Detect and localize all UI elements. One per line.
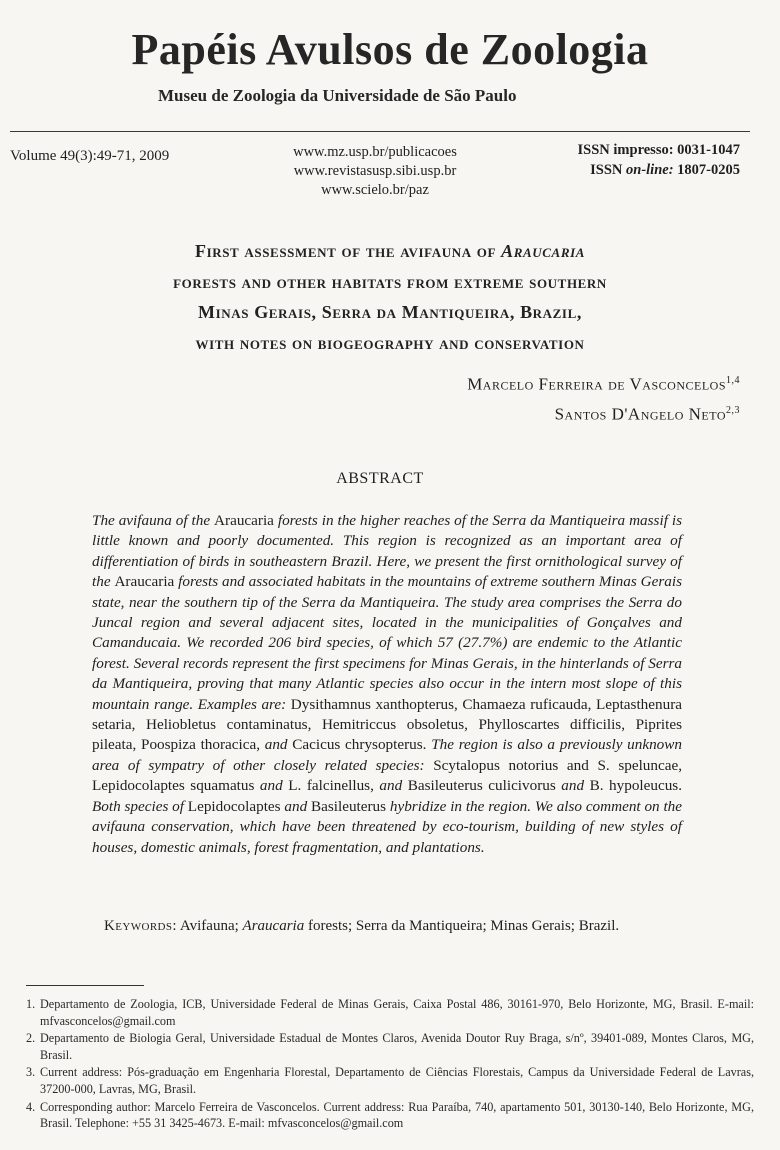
footnote [26, 1099, 754, 1132]
author-2 [467, 398, 740, 428]
abstract-segment: Araucaria [114, 573, 175, 591]
abstract-body [92, 511, 682, 858]
abstract-segment: Lepidocolaptes [187, 797, 281, 815]
footnote-text: Corresponding author: Marcelo Ferreira de Vasconcelos. Current address: Rua Paraíba, 740, apartamento 501, 30130-140, Belo Horizonte, MG, Brasil. Telephone: +55 31 3425-4673. E-mail: mfvasconcelos@gmail.com [40, 1099, 754, 1131]
footnote [26, 1030, 754, 1063]
abstract-segment: hybridize in the region. We also comment on the avifauna conservation, which have been threatened by eco-tourism, building of new styles of houses, domestic animals, forest fragmentation, and plantations. [92, 797, 683, 856]
abstract-segment: L. falcinellus, [288, 777, 374, 795]
paper-title [60, 236, 720, 358]
abstract-segment: and [555, 777, 590, 795]
keywords-label: Keywords: [104, 918, 177, 934]
abstract-segment: Both species of [92, 797, 188, 815]
paper-title-line-2: forests and other habitats from extreme southern [173, 271, 607, 292]
footnote-number: 3. [26, 1065, 36, 1080]
issn-print: ISSN impresso: 0031-1047 [577, 142, 740, 158]
keywords [104, 918, 704, 935]
keywords-post: forests; Serra da Mantiqueira; Minas Gerais; Brazil. [304, 918, 620, 934]
paper-title-line-3: Minas Gerais, Serra da Mantiqueira, Brazil, [198, 302, 582, 322]
journal-subtitle: Museu de Zoologia da Universidade de São Paulo [158, 86, 517, 105]
author-1 [467, 368, 740, 398]
footnote-text: Current address: Pós-graduação em Engenharia Florestal, Departamento de Ciências Florestais, Campus da Universidade Federal de Lavras, 37200-000, Lavras, MG, Brasil. [40, 1065, 754, 1096]
abstract-segment: forests and associated habitats in the mountains of extreme southern Minas Gerais state, near the southern tip of the Serra da Mantiqueira. The study area comprises the Serra do Juncal region and several adjacent sites, located in the municipalities of Gonçalves and Camanducaia. We recorded 206 bird species, of which 57 (27.7%) are endemic to the Atlantic forest. Several records represent the first specimens for Minas Gerais, in the hinterlands of Serra da Mantiqueira, proving that many Atlantic species also occur in the intern most slope of this mountain range. Examples are: [92, 573, 682, 713]
header-rule [10, 131, 750, 132]
footnote-rule [26, 985, 144, 986]
url-revistasusp[interactable]: www.revistasusp.sibi.usp.br [293, 163, 457, 179]
abstract-segment: Basileuterus culicivorus [407, 777, 556, 795]
footnote [26, 996, 754, 1029]
issn-online-number: 1807-0205 [673, 162, 740, 178]
abstract-segment: and [254, 777, 289, 795]
journal-urls [260, 143, 490, 200]
abstract-segment: and [260, 736, 293, 754]
abstract-segment: forests in the higher reaches of the Serra da Mantiqueira massif is little known and poorly documented. This region is recognized as an important area of differentiation of birds in southeastern Brazil. Here, we present the first ornithological survey of the [92, 512, 682, 591]
footnote-text: Departamento de Zoologia, ICB, Universidade Federal de Minas Gerais, Caixa Postal 486, 30161-970, Belo Horizonte, MG, Brasil. E-mail: mfvasconcelos@gmail.com [40, 997, 754, 1028]
author-1-affiliation: 1,4 [726, 375, 740, 386]
issn-online-label-italic: on-line: [626, 162, 674, 178]
abstract-heading: ABSTRACT [336, 470, 424, 487]
abstract-segment: B. hypoleucus. [589, 777, 683, 795]
footnote-number: 1. [26, 997, 36, 1011]
url-mz[interactable]: www.mz.usp.br/publicacoes [293, 144, 457, 160]
abstract-segment: The region is also a previously unknown area of sympatry of other closely related species: [92, 736, 683, 774]
issn-online-label: ISSN [590, 162, 626, 178]
author-1-name: Marcelo Ferreira de Vasconcelos [467, 374, 726, 394]
keywords-italic: Araucaria [242, 918, 305, 934]
url-scielo[interactable]: www.scielo.br/paz [321, 182, 429, 198]
abstract-segment: and [280, 797, 311, 815]
footnote [26, 1064, 754, 1097]
issn-block [578, 140, 740, 180]
keywords-pre: Avifauna; [177, 918, 243, 934]
paper-title-line-1 [60, 236, 720, 267]
footnote-text: Departamento de Biologia Geral, Universidade Estadual de Montes Claros, Avenida Doutor Ruy Braga, s/nº, 39401-089, Montes Claros, MG, Brasil. [40, 1031, 754, 1062]
abstract-segment: The avifauna of the [92, 512, 215, 529]
abstract-segment: Scytalopus notorius and S. speluncae, Lepidocolaptes squamatus [92, 756, 682, 795]
paper-title-line-1-italic: Araucaria [501, 241, 586, 261]
abstract-segment: Araucaria [214, 512, 274, 529]
journal-title: Papéis Avulsos de Zoologia [131, 25, 649, 74]
author-2-name: Santos D'Angelo Neto [554, 404, 726, 424]
paper-title-line-4: with notes on biogeography and conservation [195, 332, 585, 353]
abstract-segment: Basileuterus [310, 797, 387, 815]
issn-online [578, 160, 740, 180]
footnotes [26, 996, 754, 1133]
abstract-segment: Cacicus chrysopterus. [292, 736, 427, 754]
paper-title-line-1-text: First assessment of the avifauna of [194, 241, 502, 261]
footnote-number: 4. [26, 1099, 36, 1114]
author-list [467, 368, 740, 427]
volume-info: Volume 49(3):49-71, 2009 [10, 148, 170, 164]
abstract-segment: Dysithamnus xanthopterus, Chamaeza ruficauda, Leptasthenura setaria, Heliobletus contaminatus, Hemitriccus obsoletus, Phylloscartes difficilis, Piprites pileata, Poospiza thoracica, [92, 695, 683, 754]
footnote-number: 2. [26, 1031, 36, 1046]
abstract-segment: and [373, 777, 408, 795]
author-2-affiliation: 2,3 [726, 404, 740, 416]
